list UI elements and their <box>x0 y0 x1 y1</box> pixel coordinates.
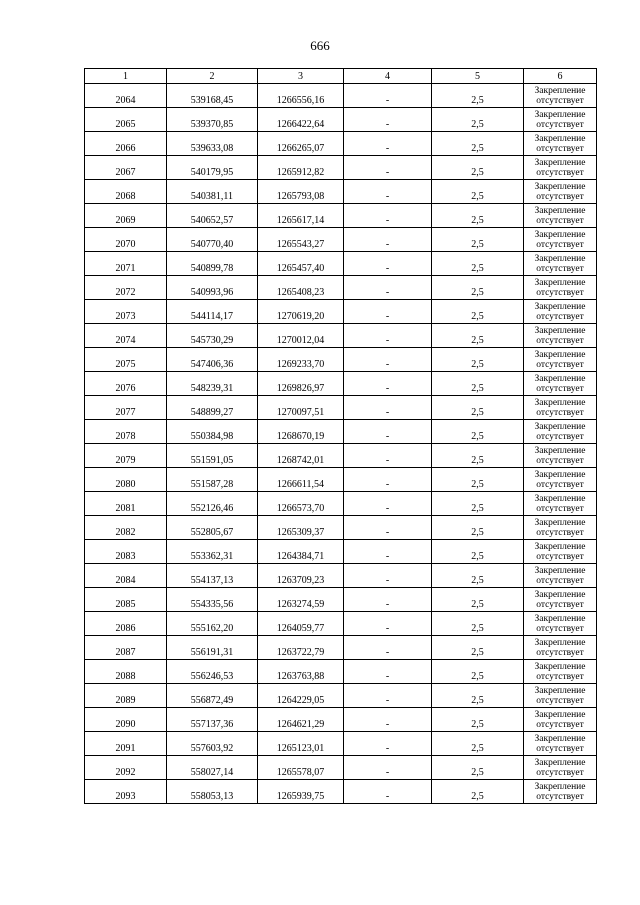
column-5-cell: 2,5 <box>432 612 524 636</box>
table-row <box>85 468 597 492</box>
table-row <box>85 180 597 204</box>
y-coordinate-cell: 1265912,82 <box>258 156 344 180</box>
x-coordinate-cell: 540381,11 <box>167 180 258 204</box>
point-number-cell: 2067 <box>85 156 167 180</box>
table-header <box>85 69 597 84</box>
column-5-cell: 2,5 <box>432 516 524 540</box>
fixing-note-cell: Закрепление отсутствует <box>524 564 597 588</box>
y-coordinate-cell: 1266556,16 <box>258 84 344 108</box>
column-4-cell: - <box>344 108 432 132</box>
column-5-cell: 2,5 <box>432 540 524 564</box>
y-coordinate-cell: 1266611,54 <box>258 468 344 492</box>
column-5-cell: 2,5 <box>432 756 524 780</box>
column-5-cell: 2,5 <box>432 636 524 660</box>
column-5-cell: 2,5 <box>432 180 524 204</box>
y-coordinate-cell: 1264621,29 <box>258 708 344 732</box>
point-number-cell: 2069 <box>85 204 167 228</box>
y-coordinate-cell: 1266422,64 <box>258 108 344 132</box>
point-number-cell: 2075 <box>85 348 167 372</box>
fixing-note-cell: Закрепление отсутствует <box>524 420 597 444</box>
point-number-cell: 2078 <box>85 420 167 444</box>
table-row <box>85 300 597 324</box>
x-coordinate-cell: 547406,36 <box>167 348 258 372</box>
y-coordinate-cell: 1268670,19 <box>258 420 344 444</box>
fixing-note-cell: Закрепление отсутствует <box>524 684 597 708</box>
column-4-cell: - <box>344 420 432 444</box>
fixing-note-cell: Закрепление отсутствует <box>524 540 597 564</box>
x-coordinate-cell: 548239,31 <box>167 372 258 396</box>
column-4-cell: - <box>344 276 432 300</box>
x-coordinate-cell: 554137,13 <box>167 564 258 588</box>
fixing-note-cell: Закрепление отсутствует <box>524 660 597 684</box>
x-coordinate-cell: 551591,05 <box>167 444 258 468</box>
fixing-note-cell: Закрепление отсутствует <box>524 756 597 780</box>
page-number: 666 <box>310 38 330 53</box>
point-number-cell: 2065 <box>85 108 167 132</box>
y-coordinate-cell: 1265617,14 <box>258 204 344 228</box>
fixing-note-cell: Закрепление отсутствует <box>524 444 597 468</box>
column-4-cell: - <box>344 84 432 108</box>
column-5-cell: 2,5 <box>432 228 524 252</box>
y-coordinate-cell: 1270619,20 <box>258 300 344 324</box>
fixing-note-cell: Закрепление отсутствует <box>524 612 597 636</box>
column-4-cell: - <box>344 228 432 252</box>
fixing-note-cell: Закрепление отсутствует <box>524 492 597 516</box>
column-4-cell: - <box>344 564 432 588</box>
column-4-cell: - <box>344 516 432 540</box>
table-row <box>85 324 597 348</box>
point-number-cell: 2083 <box>85 540 167 564</box>
table-row <box>85 612 597 636</box>
column-5-cell: 2,5 <box>432 372 524 396</box>
x-coordinate-cell: 551587,28 <box>167 468 258 492</box>
fixing-note-cell: Закрепление отсутствует <box>524 276 597 300</box>
column-4-cell: - <box>344 732 432 756</box>
point-number-cell: 2091 <box>85 732 167 756</box>
point-number-cell: 2090 <box>85 708 167 732</box>
y-coordinate-cell: 1264059,77 <box>258 612 344 636</box>
fixing-note-cell: Закрепление отсутствует <box>524 372 597 396</box>
column-header: 5 <box>432 69 524 84</box>
column-5-cell: 2,5 <box>432 204 524 228</box>
x-coordinate-cell: 539633,08 <box>167 132 258 156</box>
table-row <box>85 660 597 684</box>
fixing-note-cell: Закрепление отсутствует <box>524 132 597 156</box>
x-coordinate-cell: 555162,20 <box>167 612 258 636</box>
column-4-cell: - <box>344 444 432 468</box>
column-5-cell: 2,5 <box>432 732 524 756</box>
fixing-note-cell: Закрепление отсутствует <box>524 708 597 732</box>
fixing-note-cell: Закрепление отсутствует <box>524 516 597 540</box>
table-row <box>85 108 597 132</box>
column-4-cell: - <box>344 708 432 732</box>
fixing-note-cell: Закрепление отсутствует <box>524 108 597 132</box>
table-row <box>85 276 597 300</box>
column-4-cell: - <box>344 180 432 204</box>
point-number-cell: 2077 <box>85 396 167 420</box>
point-number-cell: 2074 <box>85 324 167 348</box>
x-coordinate-cell: 540993,96 <box>167 276 258 300</box>
fixing-note-cell: Закрепление отсутствует <box>524 180 597 204</box>
x-coordinate-cell: 556191,31 <box>167 636 258 660</box>
fixing-note-cell: Закрепление отсутствует <box>524 156 597 180</box>
x-coordinate-cell: 539168,45 <box>167 84 258 108</box>
fixing-note-cell: Закрепление отсутствует <box>524 636 597 660</box>
y-coordinate-cell: 1265309,37 <box>258 516 344 540</box>
table-row <box>85 132 597 156</box>
table-row <box>85 684 597 708</box>
column-5-cell: 2,5 <box>432 444 524 468</box>
point-number-cell: 2073 <box>85 300 167 324</box>
table-row <box>85 756 597 780</box>
x-coordinate-cell: 554335,56 <box>167 588 258 612</box>
column-4-cell: - <box>344 756 432 780</box>
table-row <box>85 444 597 468</box>
x-coordinate-cell: 552126,46 <box>167 492 258 516</box>
y-coordinate-cell: 1268742,01 <box>258 444 344 468</box>
y-coordinate-cell: 1265793,08 <box>258 180 344 204</box>
column-header: 6 <box>524 69 597 84</box>
table-row <box>85 372 597 396</box>
table-row <box>85 420 597 444</box>
y-coordinate-cell: 1265123,01 <box>258 732 344 756</box>
point-number-cell: 2066 <box>85 132 167 156</box>
column-4-cell: - <box>344 468 432 492</box>
y-coordinate-cell: 1266265,07 <box>258 132 344 156</box>
column-4-cell: - <box>344 588 432 612</box>
point-number-cell: 2072 <box>85 276 167 300</box>
column-5-cell: 2,5 <box>432 156 524 180</box>
table-row <box>85 732 597 756</box>
fixing-note-cell: Закрепление отсутствует <box>524 84 597 108</box>
column-4-cell: - <box>344 492 432 516</box>
column-5-cell: 2,5 <box>432 132 524 156</box>
fixing-note-cell: Закрепление отсутствует <box>524 252 597 276</box>
point-number-cell: 2064 <box>85 84 167 108</box>
table-row <box>85 204 597 228</box>
table-row <box>85 84 597 108</box>
fixing-note-cell: Закрепление отсутствует <box>524 348 597 372</box>
table-row <box>85 348 597 372</box>
fixing-note-cell: Закрепление отсутствует <box>524 468 597 492</box>
table-row <box>85 564 597 588</box>
x-coordinate-cell: 544114,17 <box>167 300 258 324</box>
point-number-cell: 2070 <box>85 228 167 252</box>
point-number-cell: 2085 <box>85 588 167 612</box>
column-5-cell: 2,5 <box>432 324 524 348</box>
point-number-cell: 2071 <box>85 252 167 276</box>
column-5-cell: 2,5 <box>432 564 524 588</box>
fixing-note-cell: Закрепление отсутствует <box>524 204 597 228</box>
x-coordinate-cell: 550384,98 <box>167 420 258 444</box>
y-coordinate-cell: 1265939,75 <box>258 780 344 804</box>
y-coordinate-cell: 1263763,88 <box>258 660 344 684</box>
column-5-cell: 2,5 <box>432 396 524 420</box>
fixing-note-cell: Закрепление отсутствует <box>524 300 597 324</box>
x-coordinate-cell: 545730,29 <box>167 324 258 348</box>
table-row <box>85 636 597 660</box>
point-number-cell: 2080 <box>85 468 167 492</box>
column-5-cell: 2,5 <box>432 588 524 612</box>
column-5-cell: 2,5 <box>432 276 524 300</box>
x-coordinate-cell: 540770,40 <box>167 228 258 252</box>
y-coordinate-cell: 1269233,70 <box>258 348 344 372</box>
column-4-cell: - <box>344 204 432 228</box>
table-row <box>85 540 597 564</box>
y-coordinate-cell: 1266573,70 <box>258 492 344 516</box>
column-4-cell: - <box>344 372 432 396</box>
point-number-cell: 2088 <box>85 660 167 684</box>
y-coordinate-cell: 1263709,23 <box>258 564 344 588</box>
coordinates-table <box>84 68 597 804</box>
column-4-cell: - <box>344 612 432 636</box>
point-number-cell: 2076 <box>85 372 167 396</box>
column-4-cell: - <box>344 156 432 180</box>
column-5-cell: 2,5 <box>432 660 524 684</box>
x-coordinate-cell: 556246,53 <box>167 660 258 684</box>
column-4-cell: - <box>344 660 432 684</box>
x-coordinate-cell: 552805,67 <box>167 516 258 540</box>
table-row <box>85 492 597 516</box>
column-5-cell: 2,5 <box>432 708 524 732</box>
table-row <box>85 252 597 276</box>
table-row <box>85 228 597 252</box>
y-coordinate-cell: 1269826,97 <box>258 372 344 396</box>
column-4-cell: - <box>344 396 432 420</box>
y-coordinate-cell: 1263274,59 <box>258 588 344 612</box>
column-4-cell: - <box>344 684 432 708</box>
y-coordinate-cell: 1265543,27 <box>258 228 344 252</box>
fixing-note-cell: Закрепление отсутствует <box>524 732 597 756</box>
fixing-note-cell: Закрепление отсутствует <box>524 324 597 348</box>
column-4-cell: - <box>344 300 432 324</box>
column-5-cell: 2,5 <box>432 684 524 708</box>
point-number-cell: 2082 <box>85 516 167 540</box>
column-header: 4 <box>344 69 432 84</box>
fixing-note-cell: Закрепление отсутствует <box>524 396 597 420</box>
table-row <box>85 156 597 180</box>
y-coordinate-cell: 1264229,05 <box>258 684 344 708</box>
table-body <box>85 84 597 804</box>
point-number-cell: 2084 <box>85 564 167 588</box>
x-coordinate-cell: 540899,78 <box>167 252 258 276</box>
fixing-note-cell: Закрепление отсутствует <box>524 780 597 804</box>
x-coordinate-cell: 540652,57 <box>167 204 258 228</box>
column-5-cell: 2,5 <box>432 84 524 108</box>
y-coordinate-cell: 1265457,40 <box>258 252 344 276</box>
column-header: 3 <box>258 69 344 84</box>
column-5-cell: 2,5 <box>432 420 524 444</box>
column-4-cell: - <box>344 540 432 564</box>
column-4-cell: - <box>344 132 432 156</box>
column-5-cell: 2,5 <box>432 252 524 276</box>
point-number-cell: 2089 <box>85 684 167 708</box>
y-coordinate-cell: 1270097,51 <box>258 396 344 420</box>
point-number-cell: 2093 <box>85 780 167 804</box>
y-coordinate-cell: 1270012,04 <box>258 324 344 348</box>
table-row <box>85 396 597 420</box>
x-coordinate-cell: 558053,13 <box>167 780 258 804</box>
fixing-note-cell: Закрепление отсутствует <box>524 228 597 252</box>
column-5-cell: 2,5 <box>432 780 524 804</box>
column-4-cell: - <box>344 252 432 276</box>
fixing-note-cell: Закрепление отсутствует <box>524 588 597 612</box>
column-5-cell: 2,5 <box>432 300 524 324</box>
point-number-cell: 2092 <box>85 756 167 780</box>
y-coordinate-cell: 1265408,23 <box>258 276 344 300</box>
point-number-cell: 2087 <box>85 636 167 660</box>
table-row <box>85 780 597 804</box>
header-row <box>85 69 597 84</box>
table-row <box>85 588 597 612</box>
table-row <box>85 708 597 732</box>
column-5-cell: 2,5 <box>432 348 524 372</box>
column-4-cell: - <box>344 780 432 804</box>
table-row <box>85 516 597 540</box>
x-coordinate-cell: 557603,92 <box>167 732 258 756</box>
x-coordinate-cell: 557137,36 <box>167 708 258 732</box>
column-5-cell: 2,5 <box>432 492 524 516</box>
y-coordinate-cell: 1264384,71 <box>258 540 344 564</box>
column-5-cell: 2,5 <box>432 108 524 132</box>
column-header: 1 <box>85 69 167 84</box>
point-number-cell: 2081 <box>85 492 167 516</box>
x-coordinate-cell: 556872,49 <box>167 684 258 708</box>
point-number-cell: 2068 <box>85 180 167 204</box>
x-coordinate-cell: 558027,14 <box>167 756 258 780</box>
point-number-cell: 2086 <box>85 612 167 636</box>
column-4-cell: - <box>344 636 432 660</box>
y-coordinate-cell: 1265578,07 <box>258 756 344 780</box>
point-number-cell: 2079 <box>85 444 167 468</box>
x-coordinate-cell: 553362,31 <box>167 540 258 564</box>
column-5-cell: 2,5 <box>432 468 524 492</box>
column-4-cell: - <box>344 348 432 372</box>
y-coordinate-cell: 1263722,79 <box>258 636 344 660</box>
x-coordinate-cell: 548899,27 <box>167 396 258 420</box>
column-4-cell: - <box>344 324 432 348</box>
x-coordinate-cell: 540179,95 <box>167 156 258 180</box>
x-coordinate-cell: 539370,85 <box>167 108 258 132</box>
column-header: 2 <box>167 69 258 84</box>
